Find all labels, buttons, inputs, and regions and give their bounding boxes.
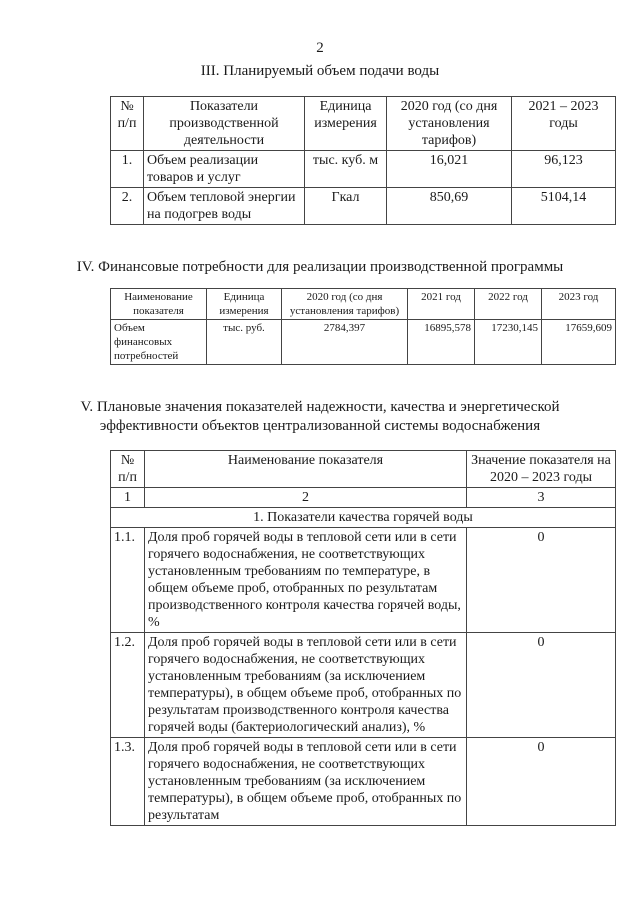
table-cell: 0 xyxy=(467,528,616,633)
header-cell: № п/п xyxy=(111,97,144,151)
header-cell: 2023 год xyxy=(542,289,616,320)
table-row xyxy=(111,320,616,365)
table-cell: 2. xyxy=(111,188,144,225)
planned-water-supply-table xyxy=(110,96,616,225)
header-cell: Значение показателя на 2020 – 2023 годы xyxy=(467,451,616,488)
column-number: 3 xyxy=(467,488,616,508)
table-cell: Доля проб горячей воды в тепловой сети или в сети горячего водоснабжения, не соответствующих установленным требованиям по температуре, в общем объеме проб, отобранных по результатам производственного контроля качества горячей воды, % xyxy=(145,528,467,633)
table-cell: Доля проб горячей воды в тепловой сети или в сети горячего водоснабжения, не соответствующих установленным требованиям (за исключением температуры), в общем объеме проб, отобранных по результатам xyxy=(145,738,467,826)
header-cell: 2020 год (со дня установления тарифов) xyxy=(387,97,512,151)
table-row xyxy=(111,188,616,225)
table-row xyxy=(111,151,616,188)
table-header-row xyxy=(111,97,616,151)
table-cell: тыс. руб. xyxy=(207,320,282,365)
table-cell: 5104,14 xyxy=(512,188,616,225)
header-cell: 2022 год xyxy=(475,289,542,320)
header-cell: Наименование показателя xyxy=(145,451,467,488)
group-title: 1. Показатели качества горячей воды xyxy=(111,508,616,528)
header-cell: Единица измерения xyxy=(305,97,387,151)
header-cell: Показатели производственной деятельности xyxy=(144,97,305,151)
financial-needs-table xyxy=(110,288,616,365)
header-cell: 2021 – 2023 годы xyxy=(512,97,616,151)
section-3-title: III. Планируемый объем подачи воды xyxy=(200,63,440,79)
table-cell: 1. xyxy=(111,151,144,188)
table-cell: 0 xyxy=(467,633,616,738)
table-cell: 0 xyxy=(467,738,616,826)
section-4-title: IV. Финансовые потребности для реализации производственной программы xyxy=(76,259,564,275)
table-cell: Объем тепловой энергии на подогрев воды xyxy=(144,188,305,225)
column-number: 2 xyxy=(145,488,467,508)
column-number-row xyxy=(111,488,616,508)
table-cell: 1.3. xyxy=(111,738,145,826)
table-cell: 17230,145 xyxy=(475,320,542,365)
table-cell: тыс. куб. м xyxy=(305,151,387,188)
table-cell: 2784,397 xyxy=(282,320,408,365)
table-cell: Объем финансовых потребностей xyxy=(111,320,207,365)
table-row xyxy=(111,738,616,826)
group-title-row xyxy=(111,508,616,528)
section-5-title-line-1: V. Плановые значения показателей надежности, качества и энергетической xyxy=(80,399,560,415)
table-cell: 16895,578 xyxy=(408,320,475,365)
section-5-title-line-2: эффективности объектов централизованной системы водоснабжения xyxy=(99,418,541,434)
header-cell: 2020 год (со дня установления тарифов) xyxy=(282,289,408,320)
header-cell: Единица измерения xyxy=(207,289,282,320)
header-cell: 2021 год xyxy=(408,289,475,320)
header-cell: № п/п xyxy=(111,451,145,488)
table-cell: Объем реализации товаров и услуг xyxy=(144,151,305,188)
header-cell: Наименование показателя xyxy=(111,289,207,320)
table-cell: 16,021 xyxy=(387,151,512,188)
reliability-indicators-table xyxy=(110,450,616,826)
table-cell: Гкал xyxy=(305,188,387,225)
table-cell: 96,123 xyxy=(512,151,616,188)
column-number: 1 xyxy=(111,488,145,508)
table-header-row xyxy=(111,289,616,320)
table-row xyxy=(111,528,616,633)
table-cell: 850,69 xyxy=(387,188,512,225)
table-cell: 1.2. xyxy=(111,633,145,738)
table-cell: 1.1. xyxy=(111,528,145,633)
table-cell: Доля проб горячей воды в тепловой сети или в сети горячего водоснабжения, не соответствующих установленным требованиям (за исключением температуры), в общем объеме проб, отобранных по результатам производственного контроля качества горячей воды (бактериологический анализ), % xyxy=(145,633,467,738)
table-cell: 17659,609 xyxy=(542,320,616,365)
table-row xyxy=(111,633,616,738)
table-header-row xyxy=(111,451,616,488)
page-number: 2 xyxy=(316,40,324,56)
